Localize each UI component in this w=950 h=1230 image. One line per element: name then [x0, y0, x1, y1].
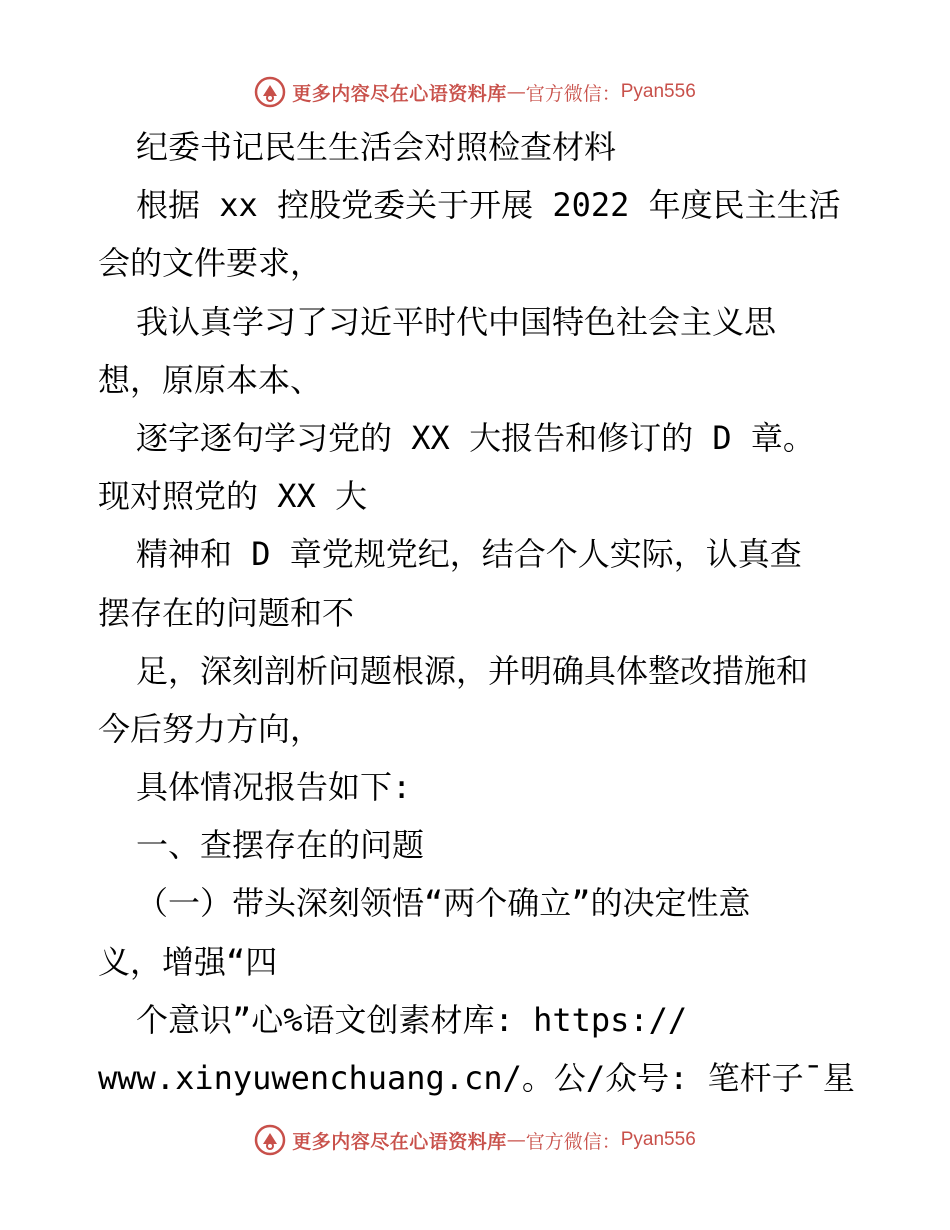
paragraph-line: 具体情况报告如下: [136, 768, 412, 807]
header-watermark-banner [0, 70, 950, 114]
paragraph-line: www.xinyuwenchuang.cn/。公/众号: 笔杆子¯星 [98, 1059, 855, 1097]
paragraph-line: 摆存在的问题和不 [98, 593, 355, 632]
paragraph-line: 根据 xx 控股党委关于开展 2022 年度民主生活 [136, 186, 841, 225]
paragraph-line: 想，原原本本、 [98, 360, 323, 399]
watermark-label: 官方微信： [525, 1130, 621, 1153]
book-logo-icon [254, 1124, 286, 1156]
book-logo-icon [254, 76, 286, 108]
document-body [98, 118, 878, 1107]
footer-watermark-banner [0, 1118, 950, 1162]
subsection-heading: （一）带头深刻领悟“两个确立”的决定性意 [136, 884, 751, 923]
paragraph-line: 逐字逐句学习党的 XX 大报告和修订的 D 章。 [136, 418, 815, 457]
paragraph-line: 现对照党的 XX 大 [98, 477, 368, 516]
watermark-main-text: 更多内容尽在心语资料库 [292, 82, 507, 105]
watermark-label: 官方微信： [525, 82, 621, 105]
paragraph-line: 足，深刻剖析问题根源，并明确具体整改措施和 [136, 651, 809, 690]
watermark-dash: — [506, 1129, 526, 1151]
watermark-dash: — [506, 81, 526, 103]
doc-title: 纪委书记民生生活会对照检查材料 [136, 128, 617, 166]
section-heading: 一、查摆存在的问题 [136, 826, 425, 865]
paragraph-line: 我认真学习了习近平时代中国特色社会主义思 [136, 302, 777, 341]
watermark-main-text: 更多内容尽在心语资料库 [292, 1130, 507, 1153]
watermark-wechat-id: Pyan556 [620, 81, 696, 102]
paragraph-line: 会的文件要求， [98, 244, 323, 283]
watermark-wechat-id: Pyan556 [620, 1129, 696, 1150]
paragraph-line: 精神和 D 章党规党纪，结合个人实际，认真查 [136, 535, 802, 574]
paragraph-line: 义，增强“四 [98, 942, 278, 981]
paragraph-line: 个意识”心%语文创素材库: https:// [136, 1000, 688, 1039]
paragraph-line: 今后努力方向， [98, 709, 323, 748]
